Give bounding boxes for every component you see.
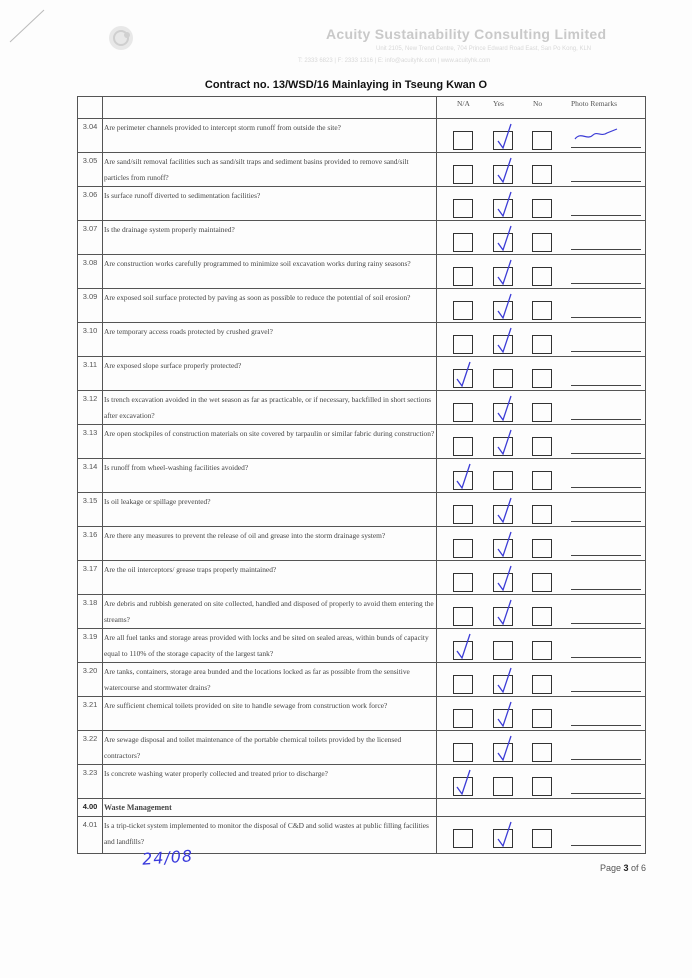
no-checkbox[interactable] (532, 573, 552, 592)
handwritten-note: 24/08 (141, 846, 194, 869)
item-question: Is surface runoff diverted to sedimentation facilities? (103, 187, 437, 221)
checklist-row (78, 323, 646, 357)
checkmark-icon (453, 461, 475, 493)
item-number: 3.06 (78, 187, 103, 221)
checklist-row (78, 595, 646, 629)
photo-remark-line (571, 589, 641, 590)
photo-remark-line (571, 317, 641, 318)
item-response (437, 595, 646, 629)
checklist-row (78, 357, 646, 391)
item-number: 4.01 (78, 817, 103, 854)
checkmark-icon (494, 665, 516, 697)
photo-remark-line (571, 793, 641, 794)
checklist-row (78, 731, 646, 765)
item-response (437, 817, 646, 854)
item-number: 3.15 (78, 493, 103, 527)
na-checkbox[interactable] (453, 233, 473, 252)
checklist-row (78, 289, 646, 323)
no-checkbox[interactable] (532, 607, 552, 626)
item-number: 3.22 (78, 731, 103, 765)
item-response (437, 187, 646, 221)
item-response (437, 493, 646, 527)
remark-scribble (571, 125, 621, 143)
checklist-row (78, 187, 646, 221)
photo-remark-line (571, 845, 641, 846)
item-question: Is oil leakage or spillage prevented? (103, 493, 437, 527)
item-question: Are sewage disposal and toilet maintenance of the portable chemical toilets provided by the licensed contractors? (103, 731, 437, 765)
item-number: 3.21 (78, 697, 103, 731)
na-checkbox[interactable] (453, 607, 473, 626)
no-checkbox[interactable] (532, 131, 552, 150)
photo-remark-line (571, 725, 641, 726)
checklist-row (78, 425, 646, 459)
checkmark-icon (494, 257, 516, 289)
item-number: 3.07 (78, 221, 103, 255)
item-response (437, 391, 646, 425)
na-checkbox[interactable] (453, 335, 473, 354)
company-address: Unit 2105, New Trend Centre, 704 Prince Edward Road East, San Po Kong, KLN (376, 46, 592, 52)
item-number: 3.04 (78, 119, 103, 153)
pen-mark (8, 8, 48, 44)
checklist-row (78, 493, 646, 527)
photo-remark-line (571, 657, 641, 658)
photo-remark-line (571, 487, 641, 488)
item-number: 3.23 (78, 765, 103, 799)
checkmark-icon (453, 631, 475, 663)
checkmark-icon (494, 563, 516, 595)
item-response (437, 357, 646, 391)
photo-remark-line (571, 147, 641, 148)
photo-remark-line (571, 521, 641, 522)
item-number: 3.20 (78, 663, 103, 697)
section-number: 4.00 (78, 799, 103, 817)
na-checkbox[interactable] (453, 539, 473, 558)
item-question: Are construction works carefully programmed to minimize soil excavation works during rainy seasons? (103, 255, 437, 289)
checklist-row (78, 527, 646, 561)
checkmark-icon (494, 189, 516, 221)
checkmark-icon (494, 393, 516, 425)
item-number: 3.13 (78, 425, 103, 459)
section-row (78, 799, 646, 817)
item-number: 3.08 (78, 255, 103, 289)
checklist-row (78, 697, 646, 731)
photo-remark-line (571, 351, 641, 352)
checklist-row (78, 561, 646, 595)
checkmark-icon (494, 733, 516, 765)
item-response (437, 119, 646, 153)
item-number: 3.17 (78, 561, 103, 595)
company-contact: T: 2333 6823 | F: 2333 1316 | E: info@acuityhk.com | www.acuityhk.com (298, 58, 491, 64)
no-checkbox[interactable] (532, 709, 552, 728)
checklist-table (77, 96, 646, 854)
item-response (437, 629, 646, 663)
checkmark-icon (494, 819, 516, 851)
item-response (437, 153, 646, 187)
na-checkbox[interactable] (453, 709, 473, 728)
checklist-row (78, 629, 646, 663)
no-checkbox[interactable] (532, 675, 552, 694)
item-question: Is concrete washing water properly collected and treated prior to discharge? (103, 765, 437, 799)
photo-remark-line (571, 759, 641, 760)
item-response (437, 663, 646, 697)
item-question: Are debris and rubbish generated on site collected, handled and disposed of properly to avoid them entering the streams? (103, 595, 437, 629)
item-number: 3.14 (78, 459, 103, 493)
no-checkbox[interactable] (532, 539, 552, 558)
item-question: Are temporary access roads protected by crushed gravel? (103, 323, 437, 357)
checkmark-icon (494, 291, 516, 323)
yes-checkbox[interactable] (493, 777, 513, 796)
checklist-row (78, 391, 646, 425)
item-number: 3.09 (78, 289, 103, 323)
na-checkbox[interactable] (453, 131, 473, 150)
checklist-row (78, 119, 646, 153)
column-na: N/A (457, 99, 470, 108)
photo-remark-line (571, 181, 641, 182)
item-question: Are tanks, containers, storage area bunded and the locations locked as far as possible from the sensitive watercourse and stormwater drains? (103, 663, 437, 697)
no-checkbox[interactable] (532, 829, 552, 848)
checklist-row (78, 153, 646, 187)
section-title: Waste Management (103, 799, 437, 817)
item-question: Are open stockpiles of construction materials on site covered by tarpaulin or similar fabric during construction? (103, 425, 437, 459)
no-checkbox[interactable] (532, 777, 552, 796)
no-checkbox[interactable] (532, 335, 552, 354)
photo-remark-line (571, 385, 641, 386)
item-number: 3.16 (78, 527, 103, 561)
na-checkbox[interactable] (453, 267, 473, 286)
na-checkbox[interactable] (453, 743, 473, 762)
item-response (437, 765, 646, 799)
checkmark-icon (494, 427, 516, 459)
item-question: Are the oil interceptors/ grease traps properly maintained? (103, 561, 437, 595)
na-checkbox[interactable] (453, 403, 473, 422)
item-response (437, 459, 646, 493)
checkmark-icon (453, 767, 475, 799)
checklist-row (78, 765, 646, 799)
yes-checkbox[interactable] (493, 471, 513, 490)
item-response (437, 697, 646, 731)
na-checkbox[interactable] (453, 301, 473, 320)
item-response (437, 561, 646, 595)
yes-checkbox[interactable] (493, 369, 513, 388)
na-checkbox[interactable] (453, 829, 473, 848)
page-number: Page 3 of 6 (599, 863, 646, 873)
checklist-row (78, 663, 646, 697)
no-checkbox[interactable] (532, 743, 552, 762)
item-question: Are sufficient chemical toilets provided on site to handle sewage from construction work force? (103, 697, 437, 731)
checkmark-icon (494, 529, 516, 561)
item-number: 3.05 (78, 153, 103, 187)
yes-checkbox[interactable] (493, 641, 513, 660)
item-question: Are there any measures to prevent the release of oil and grease into the storm drainage system? (103, 527, 437, 561)
column-yes: Yes (493, 99, 504, 108)
no-checkbox[interactable] (532, 369, 552, 388)
checkmark-icon (494, 155, 516, 187)
item-question: Are perimeter channels provided to intercept storm runoff from outside the site? (103, 119, 437, 153)
no-checkbox[interactable] (532, 233, 552, 252)
no-checkbox[interactable] (532, 165, 552, 184)
item-number: 3.12 (78, 391, 103, 425)
photo-remark-line (571, 691, 641, 692)
page-title: Contract no. 13/WSD/16 Mainlaying in Tseung Kwan O (204, 79, 488, 91)
item-question: Is runoff from wheel-washing facilities avoided? (103, 459, 437, 493)
company-logo (106, 24, 136, 52)
photo-remark-line (571, 283, 641, 284)
na-checkbox[interactable] (453, 573, 473, 592)
na-checkbox[interactable] (453, 437, 473, 456)
na-checkbox[interactable] (453, 199, 473, 218)
photo-remark-line (571, 419, 641, 420)
company-name: Acuity Sustainability Consulting Limited (326, 26, 607, 42)
table-header (78, 97, 646, 119)
no-checkbox[interactable] (532, 641, 552, 660)
checklist-row (78, 459, 646, 493)
item-response (437, 221, 646, 255)
photo-remark-line (571, 623, 641, 624)
photo-remark-line (571, 453, 641, 454)
item-question: Is trench excavation avoided in the wet season as far as practicable, or if necessary, backfilled in short sections after excavation? (103, 391, 437, 425)
no-checkbox[interactable] (532, 267, 552, 286)
item-question: Are exposed soil surface protected by paving as soon as possible to reduce the potential of soil erosion? (103, 289, 437, 323)
checklist-row (78, 255, 646, 289)
item-number: 3.19 (78, 629, 103, 663)
checkmark-icon (494, 597, 516, 629)
item-number: 3.18 (78, 595, 103, 629)
item-response (437, 255, 646, 289)
item-response (437, 731, 646, 765)
item-response (437, 323, 646, 357)
item-number: 3.10 (78, 323, 103, 357)
item-response (437, 289, 646, 323)
no-checkbox[interactable] (532, 505, 552, 524)
item-response (437, 425, 646, 459)
column-no: No (533, 99, 543, 108)
item-response (437, 527, 646, 561)
photo-remark-line (571, 249, 641, 250)
checkmark-icon (494, 495, 516, 527)
checkmark-icon (453, 359, 475, 391)
no-checkbox[interactable] (532, 403, 552, 422)
item-question: Are sand/silt removal facilities such as sand/silt traps and sediment basins provided to remove sand/silt particles from runoff? (103, 153, 437, 187)
no-checkbox[interactable] (532, 301, 552, 320)
item-number: 3.11 (78, 357, 103, 391)
no-checkbox[interactable] (532, 199, 552, 218)
item-question: Are all fuel tanks and storage areas provided with locks and be sited on sealed areas, within bunds of capacity equal to 110% of the storage capacity of the largest tank? (103, 629, 437, 663)
no-checkbox[interactable] (532, 471, 552, 490)
na-checkbox[interactable] (453, 165, 473, 184)
checkmark-icon (494, 699, 516, 731)
item-question: Is the drainage system properly maintained? (103, 221, 437, 255)
na-checkbox[interactable] (453, 505, 473, 524)
checkmark-icon (494, 325, 516, 357)
photo-remark-line (571, 555, 641, 556)
item-question: Is a trip-ticket system implemented to monitor the disposal of C&D and solid wastes at public filling facilities and landfills? (103, 817, 437, 854)
no-checkbox[interactable] (532, 437, 552, 456)
checkmark-icon (494, 121, 516, 153)
na-checkbox[interactable] (453, 675, 473, 694)
checkmark-icon (494, 223, 516, 255)
checklist-row (78, 221, 646, 255)
column-photo-remarks: Photo Remarks (571, 99, 618, 108)
item-question: Are exposed slope surface properly protected? (103, 357, 437, 391)
photo-remark-line (571, 215, 641, 216)
